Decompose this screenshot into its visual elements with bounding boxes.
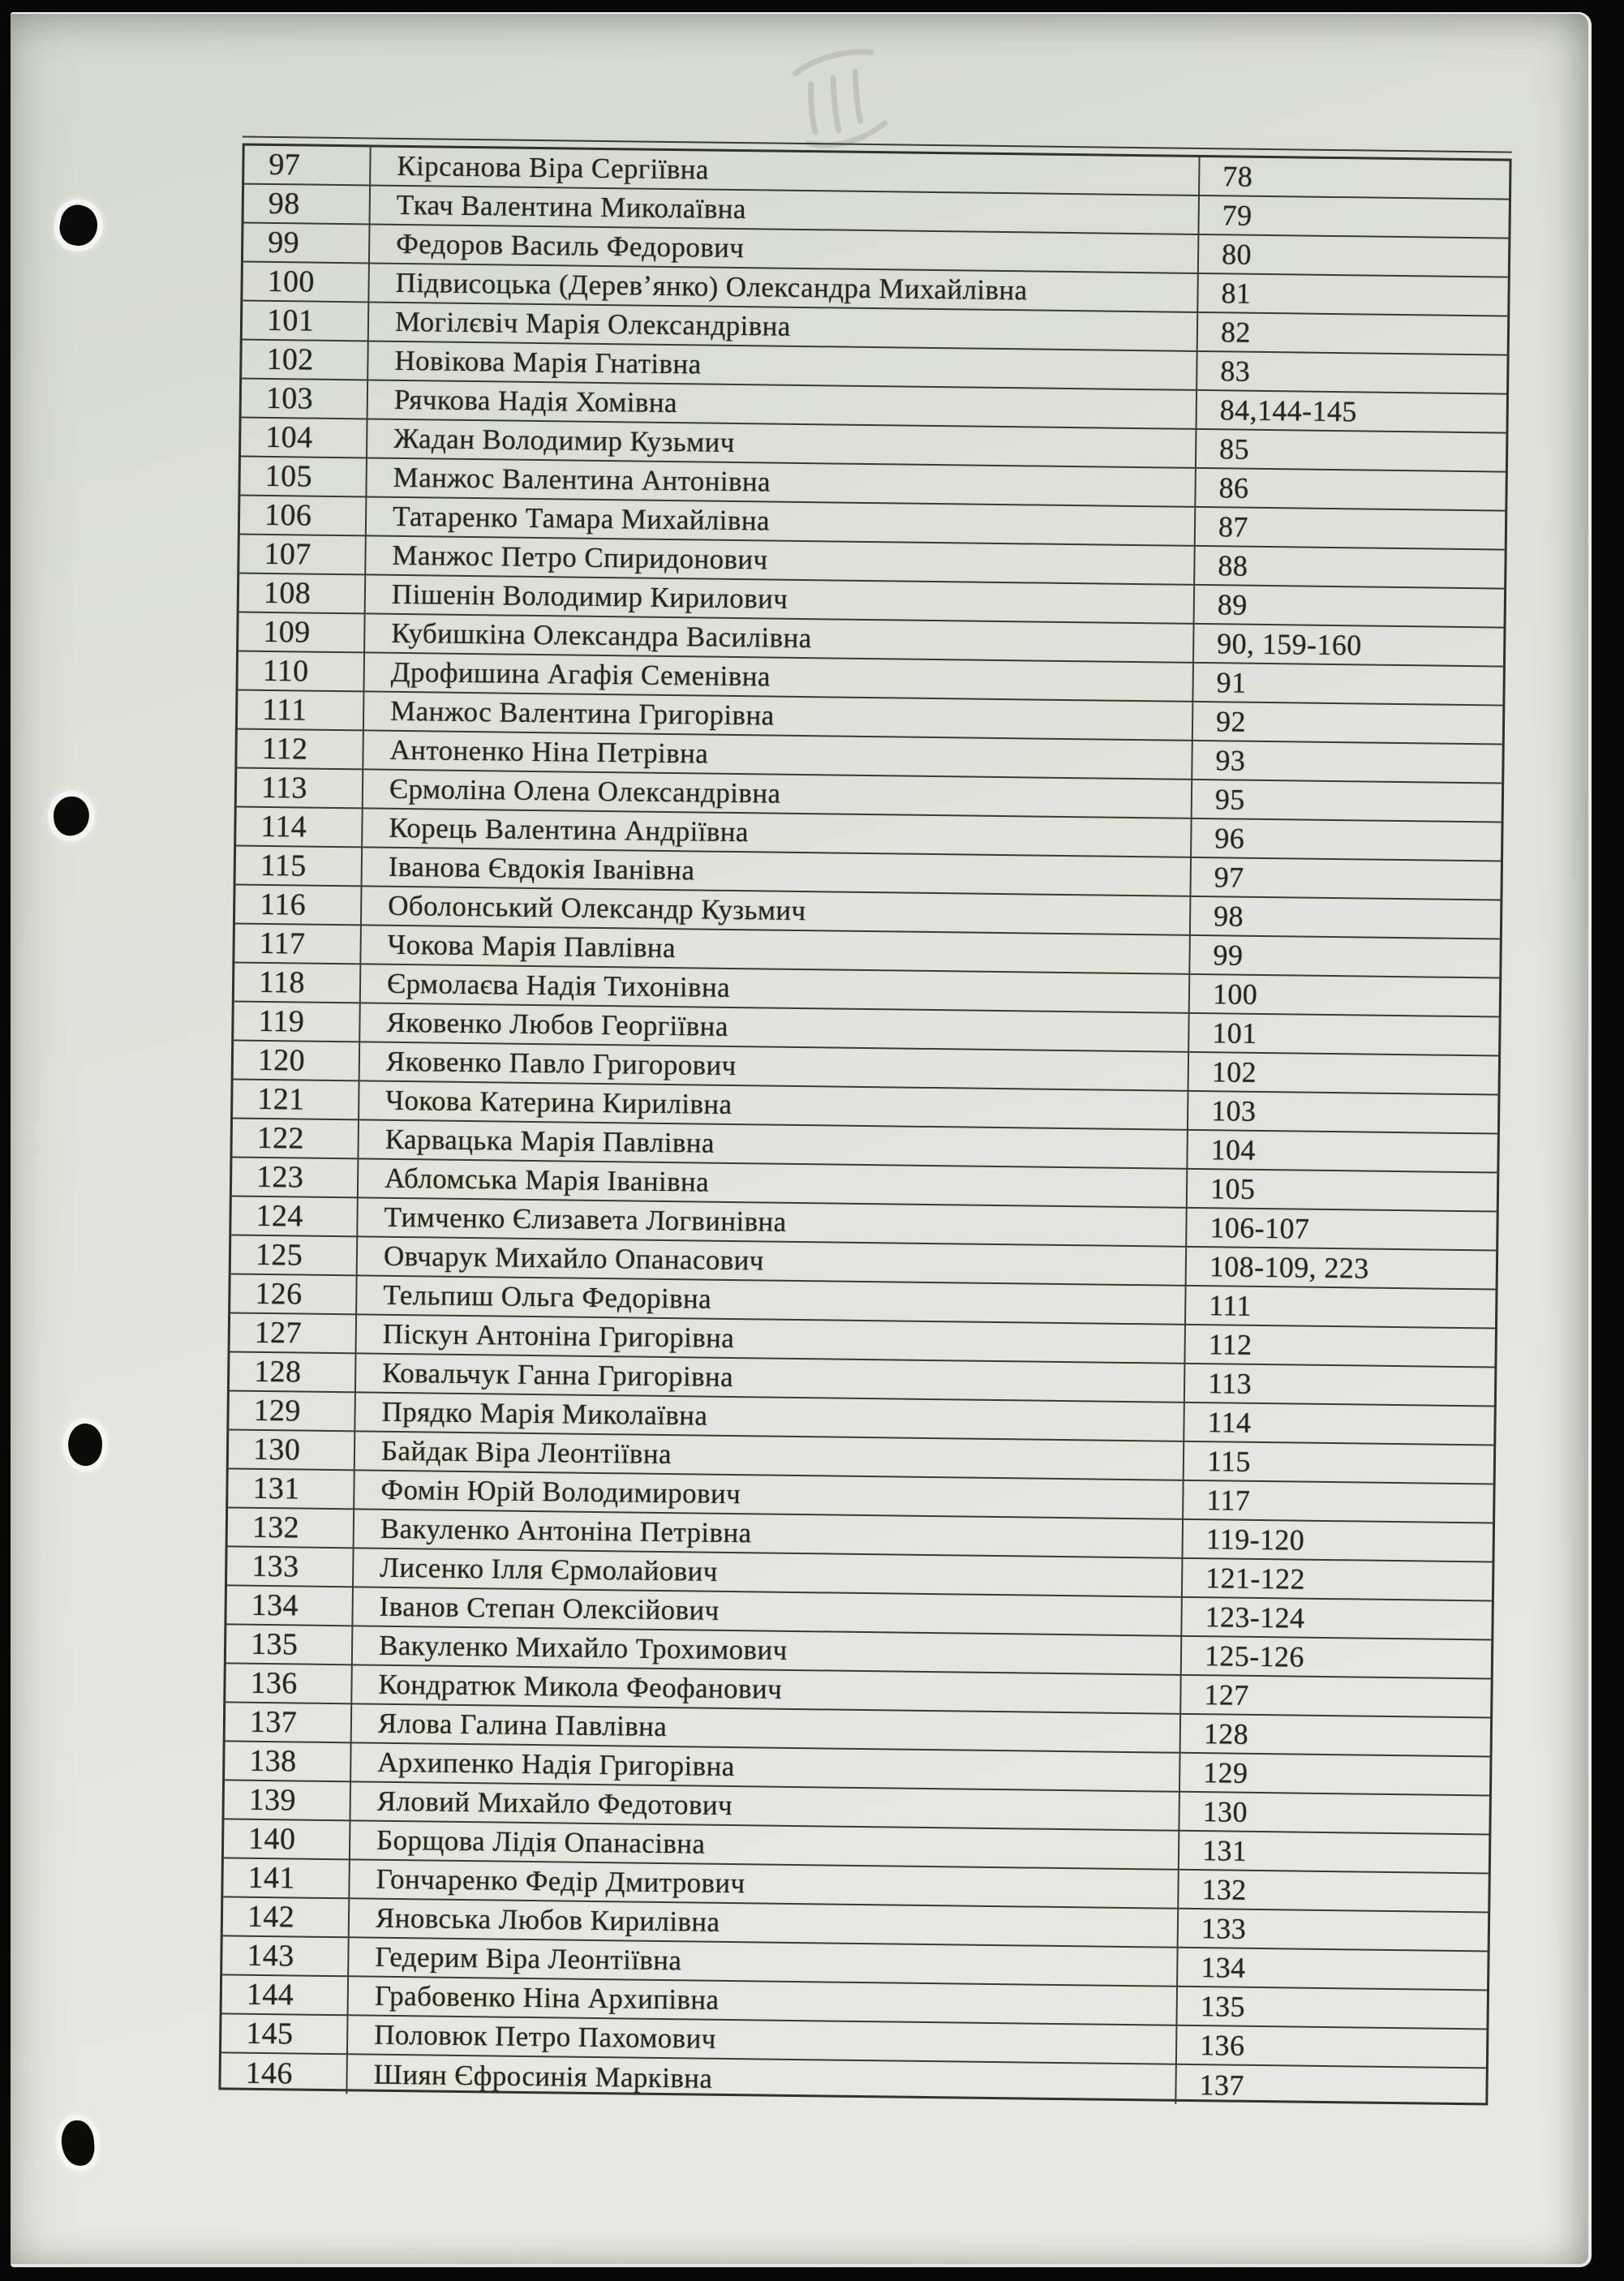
row-number-cell: 139	[224, 1781, 351, 1821]
person-name-cell: Яковенко Павло Григорович	[360, 1042, 1190, 1091]
person-name-cell: Ковальчук Ганна Григорівна	[356, 1354, 1186, 1403]
page-numbers-cell: 95	[1192, 780, 1502, 823]
row-number-cell: 131	[228, 1469, 355, 1510]
row-number-cell: 145	[221, 2014, 349, 2055]
person-name-cell: Пішенін Володимир Кирилович	[366, 575, 1196, 624]
person-name-cell: Ялова Галина Павлівна	[352, 1704, 1182, 1753]
person-name-cell: Архипенко Надія Григорівна	[351, 1743, 1181, 1792]
page-numbers-cell: 97	[1191, 858, 1501, 901]
person-name-cell: Вакуленко Михайло Трохимович	[353, 1626, 1183, 1675]
row-number-cell: 116	[235, 885, 363, 926]
person-name-cell: Татаренко Тамара Михайлівна	[367, 497, 1197, 546]
person-name-cell: Прядко Марія Миколаївна	[355, 1393, 1185, 1441]
person-name-cell: Антоненко Ніна Петрівна	[363, 731, 1193, 780]
person-name-cell: Могілєвіч Марія Олександрівна	[369, 303, 1199, 351]
row-number-cell: 112	[237, 730, 364, 771]
person-name-cell: Яновська Любов Кирилівна	[350, 1899, 1179, 1948]
row-number-cell: 120	[234, 1041, 361, 1081]
row-number-cell: 101	[243, 302, 370, 342]
person-name-cell: Новікова Марія Гнатівна	[368, 342, 1198, 390]
page-numbers-cell: 100	[1190, 975, 1500, 1018]
person-name-cell: Байдак Віра Леонтіївна	[355, 1432, 1185, 1480]
person-name-cell: Лисенко Ілля Єрмолайович	[354, 1549, 1184, 1597]
person-name-cell: Кубишкіна Олександра Василівна	[365, 614, 1195, 663]
person-name-cell: Єрмоліна Олена Олександрівна	[363, 770, 1193, 818]
page-numbers-cell: 125-126	[1182, 1637, 1492, 1680]
row-number-cell: 106	[240, 496, 367, 537]
person-name-cell: Іванов Степан Олексійович	[353, 1587, 1183, 1636]
page-numbers-cell: 99	[1190, 936, 1500, 979]
page-numbers-cell: 93	[1192, 741, 1502, 784]
page-numbers-cell: 134	[1178, 1948, 1488, 1991]
row-number-cell: 114	[236, 808, 363, 848]
page-numbers-cell: 81	[1198, 274, 1508, 317]
person-name-cell: Дрофишина Агафія Семенівна	[364, 653, 1194, 702]
page-numbers-cell: 101	[1189, 1014, 1499, 1057]
person-name-cell: Тимченко Єлизавета Логвинівна	[358, 1198, 1188, 1247]
page-numbers-cell: 119-120	[1183, 1520, 1493, 1563]
row-number-cell: 107	[239, 535, 367, 576]
person-name-cell: Оболонський Олександр Кузьмич	[362, 887, 1192, 935]
row-number-cell: 105	[240, 457, 367, 498]
row-number-cell: 138	[225, 1742, 352, 1782]
page-numbers-cell: 104	[1188, 1131, 1497, 1174]
person-name-cell: Манжос Валентина Антонівна	[367, 458, 1197, 507]
row-number-cell: 97	[244, 146, 372, 187]
person-name-cell: Кірсанова Віра Сергіївна	[371, 147, 1201, 195]
page-numbers-cell: 82	[1198, 313, 1508, 356]
person-name-cell: Піскун Антоніна Григорівна	[356, 1315, 1186, 1364]
person-name-cell: Грабовенко Ніна Архипівна	[349, 1977, 1179, 2025]
row-number-cell: 104	[241, 419, 368, 459]
row-number-cell: 128	[230, 1352, 357, 1393]
person-name-cell: Корець Валентина Андріївна	[363, 809, 1192, 857]
row-number-cell: 109	[238, 613, 366, 654]
row-number-cell: 134	[226, 1586, 354, 1626]
page-numbers-cell: 88	[1195, 547, 1505, 590]
page-numbers-cell: 130	[1179, 1793, 1489, 1836]
page-numbers-cell: 129	[1180, 1754, 1490, 1797]
row-number-cell: 127	[230, 1313, 358, 1354]
page-numbers-cell: 132	[1179, 1871, 1489, 1914]
row-number-cell: 123	[232, 1158, 359, 1198]
row-number-cell: 118	[234, 963, 362, 1003]
person-name-cell: Ткач Валентина Миколаївна	[370, 186, 1200, 234]
row-number-cell: 125	[231, 1235, 359, 1276]
row-number-cell: 102	[242, 341, 369, 381]
row-number-cell: 117	[234, 924, 362, 964]
person-name-cell: Яковенко Любов Георгіївна	[360, 1003, 1190, 1052]
page-numbers-cell: 96	[1192, 819, 1502, 862]
page-numbers-cell: 106-107	[1187, 1209, 1497, 1252]
row-number-cell: 130	[229, 1430, 356, 1471]
row-number-cell: 129	[229, 1391, 356, 1432]
row-number-cell: 136	[226, 1664, 353, 1704]
page-numbers-cell: 105	[1188, 1170, 1497, 1213]
page-numbers-cell: 117	[1184, 1481, 1493, 1524]
page-numbers-cell: 133	[1179, 1909, 1489, 1952]
row-number-cell: 124	[231, 1196, 359, 1237]
row-number-cell: 98	[244, 185, 372, 226]
page-numbers-cell: 80	[1199, 235, 1509, 278]
row-number-cell: 100	[243, 263, 370, 303]
row-number-cell: 115	[236, 847, 363, 887]
row-number-cell: 140	[224, 1819, 351, 1860]
page-numbers-cell: 85	[1197, 430, 1506, 473]
page-numbers-cell: 131	[1179, 1832, 1489, 1875]
person-name-cell: Манжос Валентина Григорівна	[364, 692, 1194, 741]
page-numbers-cell: 78	[1200, 157, 1510, 200]
page-numbers-cell: 83	[1197, 352, 1507, 395]
row-number-cell: 141	[223, 1858, 350, 1899]
page-numbers-cell: 115	[1184, 1442, 1494, 1485]
person-name-cell: Борщова Лідія Опанасівна	[350, 1821, 1180, 1870]
page-numbers-cell: 98	[1191, 897, 1501, 940]
row-number-cell: 113	[237, 769, 364, 810]
page-numbers-cell: 112	[1185, 1325, 1495, 1368]
person-name-cell: Федоров Василь Федорович	[370, 225, 1200, 273]
person-name-cell: Манжос Петро Спиридонович	[366, 536, 1196, 585]
row-number-cell: 143	[222, 1936, 350, 1977]
page-numbers-cell: 121-122	[1183, 1559, 1493, 1602]
row-number-cell: 111	[238, 691, 365, 732]
row-number-cell: 144	[222, 1975, 350, 2016]
row-number-cell: 142	[223, 1897, 350, 1938]
page-numbers-cell: 135	[1177, 1987, 1487, 2030]
person-name-cell: Тельпиш Ольга Федорівна	[357, 1276, 1187, 1325]
page-numbers-cell: 89	[1195, 586, 1505, 629]
page-numbers-cell: 136	[1177, 2026, 1487, 2069]
person-name-cell: Половюк Петро Пахомович	[348, 2016, 1178, 2064]
row-number-cell: 146	[221, 2053, 348, 2094]
person-name-cell: Чокова Марія Павлівна	[361, 926, 1191, 974]
page-numbers-cell: 90, 159-160	[1194, 625, 1504, 668]
row-number-cell: 110	[238, 652, 365, 693]
row-number-cell: 121	[233, 1080, 360, 1120]
page-numbers-cell: 137	[1199, 2068, 1245, 2102]
page-numbers-cell: 79	[1199, 196, 1509, 239]
page-numbers-cell: 87	[1196, 508, 1506, 551]
person-name-cell: Овчарук Михайло Опанасович	[358, 1237, 1188, 1286]
row-number-cell: 119	[234, 1002, 361, 1042]
page-numbers-cell: 127	[1181, 1676, 1491, 1719]
page-numbers-cell: 86	[1196, 469, 1506, 512]
person-name-cell: Абломська Марія Іванівна	[359, 1159, 1188, 1208]
page-numbers-cell: 92	[1193, 702, 1503, 745]
page-numbers-cell: 123-124	[1182, 1598, 1492, 1641]
row-number-cell: 133	[227, 1547, 354, 1587]
row-number-cell: 137	[226, 1703, 353, 1743]
person-name-cell: Гончаренко Федір Дмитрович	[350, 1860, 1179, 1909]
page-numbers-cell: 111	[1186, 1287, 1496, 1330]
row-number-cell: 132	[228, 1508, 355, 1549]
person-name-cell: Яловий Михайло Федотович	[350, 1782, 1180, 1831]
person-name-cell: Рячкова Надія Хомівна	[368, 380, 1198, 429]
person-name-cell: Карвацька Марія Павлівна	[359, 1120, 1188, 1169]
person-name-cell: Кондратюк Микола Феофанович	[352, 1665, 1182, 1714]
page-numbers-cell: 103	[1188, 1092, 1498, 1135]
person-name-cell: Гедерим Віра Леонтіївна	[349, 1938, 1179, 1987]
person-name-cell: Шиян Єфросинія Марківна	[347, 2055, 1177, 2103]
row-number-cell: 108	[239, 574, 367, 615]
person-name-cell: Підвисоцька (Дерев’янко) Олександра Михайлівна	[369, 264, 1199, 312]
page-numbers-cell: 102	[1189, 1053, 1499, 1096]
row-number-cell: 122	[232, 1119, 359, 1159]
records-table	[218, 144, 1511, 2106]
row-number-cell: 99	[243, 224, 371, 264]
person-name-cell: Чокова Катерина Кирилівна	[359, 1081, 1189, 1130]
person-name-cell: Іванова Євдокія Іванівна	[363, 848, 1192, 896]
page-numbers-cell: 114	[1184, 1403, 1494, 1446]
row-number-cell: 135	[226, 1625, 354, 1665]
row-number-cell: 126	[230, 1274, 358, 1315]
person-name-cell: Єрмолаєва Надія Тихонівна	[361, 964, 1191, 1013]
handwritten-roman-numeral-mark	[781, 36, 902, 153]
person-name-cell: Вакуленко Антоніна Петрівна	[354, 1510, 1184, 1558]
row-number-cell: 103	[242, 380, 369, 420]
page-numbers-cell: 91	[1193, 664, 1503, 707]
page-numbers-cell: 113	[1185, 1364, 1495, 1407]
person-name-cell: Жадан Володимир Кузьмич	[367, 419, 1197, 468]
person-name-cell: Фомін Юрій Володимирович	[354, 1471, 1184, 1519]
page-numbers-cell: 108-109, 223	[1187, 1248, 1497, 1291]
page-numbers-cell: 84,144-145	[1197, 391, 1506, 434]
page-numbers-cell: 128	[1181, 1715, 1491, 1758]
